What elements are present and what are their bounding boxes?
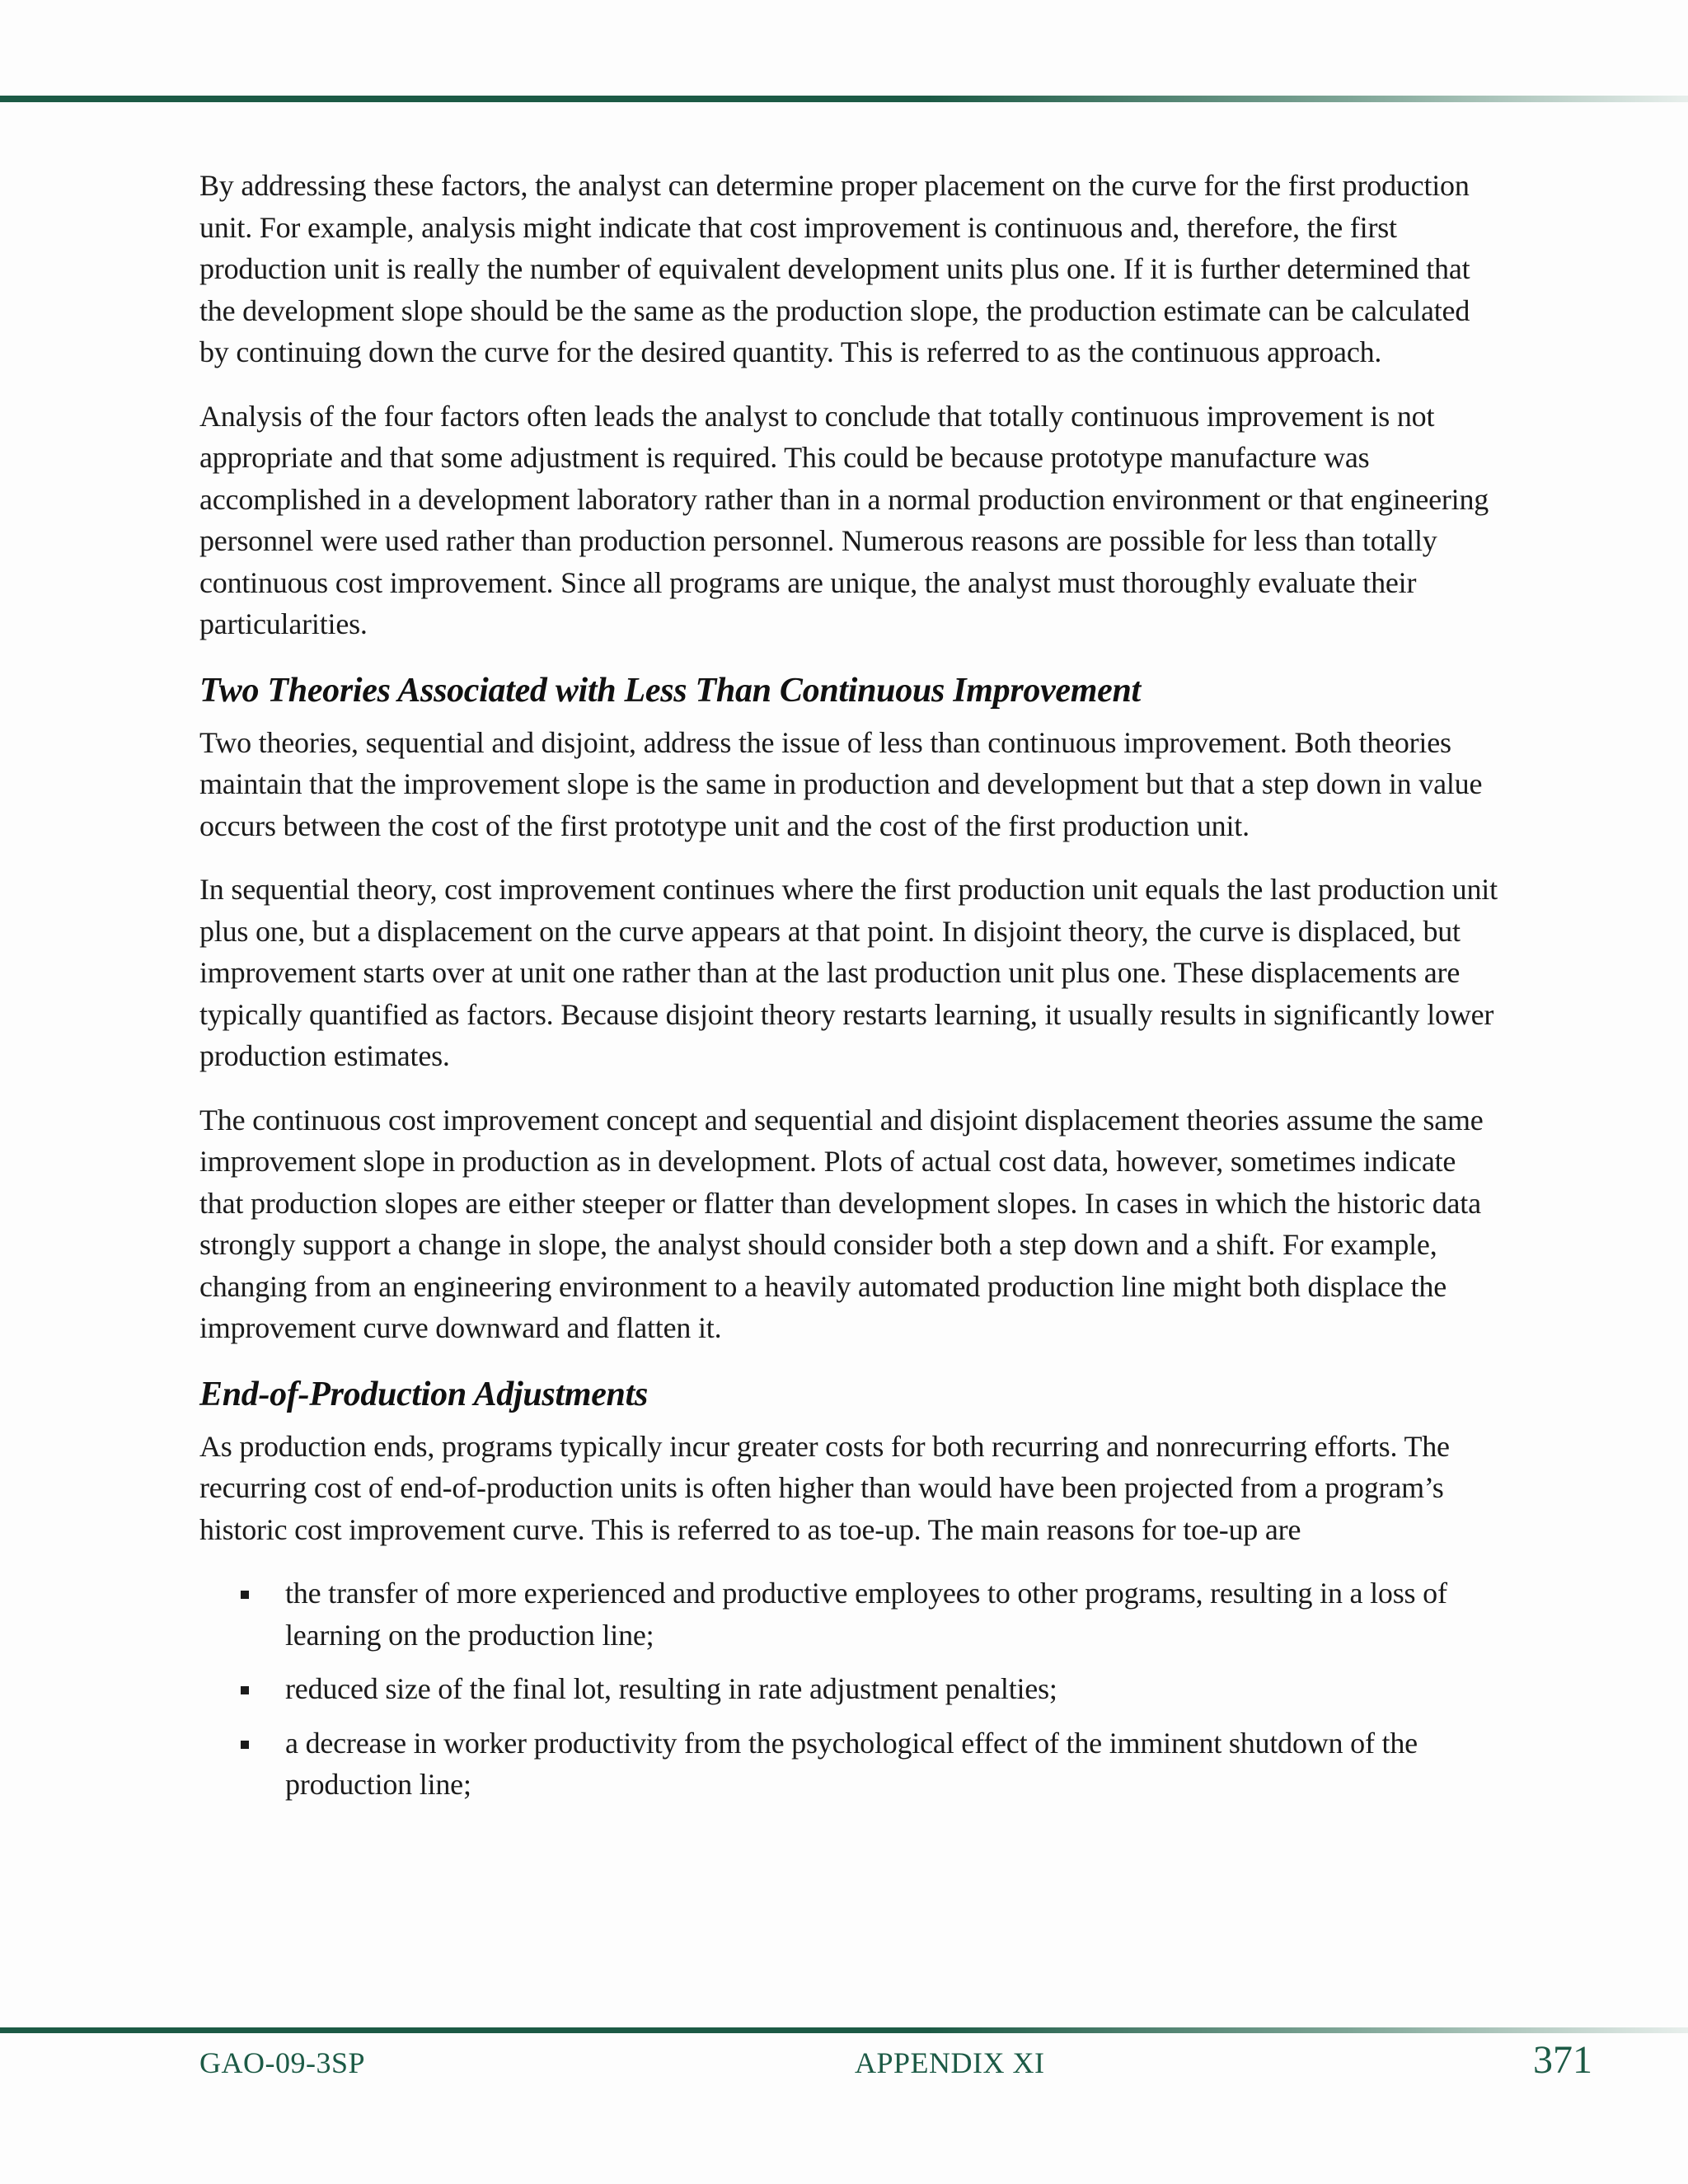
paragraph: By addressing these factors, the analyst can determine proper placement on the curve for the first production unit. For example, analysis might indicate that cost improvement is continuous and, therefore, the first production unit is really the number of equivalent development units plus one. If it is further determined that the development slope should be the same as the production slope, the production estimate can be calculated by continuing down the curve for the desired quantity. This is referred to as the continuous approach. [199,169,1470,368]
list-item [285,1572,1502,1656]
page-number: 371 [1533,2038,1592,2082]
page-footer [199,2036,1592,2093]
section-heading: End-of-Production Adjustments [199,1375,649,1413]
top-divider [0,96,1688,102]
bullet-list [199,1572,1502,1806]
bottom-divider [0,2027,1688,2033]
square-bullet-icon [241,1591,249,1599]
square-bullet-icon [241,1741,249,1749]
section-heading: Two Theories Associated with Less Than Continuous Improvement [199,671,1141,710]
paragraph: The continuous cost improvement concept and sequential and disjoint displacement theories assume the same improvement slope in production as in development. Plots of actual cost data, however, sometimes indicate that production slopes are either steeper or flatter than development slopes. In cases in which the historic data strongly support a change in slope, the analyst should consider both a step down and a shift. For example, changing from an engineering environment to a heavily automated production line might both displace the improvement curve downward and flatten it. [199,1103,1484,1344]
list-item [285,1668,1502,1710]
report-id: GAO-09-3SP [199,2046,366,2079]
paragraph: As production ends, programs typically incur greater costs for both recurring and nonrecurring efforts. The recurring cost of end-of-production units is often higher than would have been projected from a program’s historic cost improvement curve. This is referred to as toe-up. The main reasons for toe-up are [199,1429,1450,1546]
list-item-text: reduced size of the final lot, resulting in rate adjustment penalties; [285,1672,1057,1705]
paragraph: Two theories, sequential and disjoint, address the issue of less than continuous improvement. Both theories maintain that the improvement slope is the same in production and development but that a step down in value occurs between the cost of the first prototype unit and the cost of the first production unit. [199,725,1483,842]
square-bullet-icon [241,1686,249,1694]
page-body [199,165,1502,1818]
list-item-text: a decrease in worker productivity from the psychological effect of the imminent shutdown of the production line; [285,1726,1418,1801]
list-item [285,1722,1502,1806]
paragraph: Analysis of the four factors often leads the analyst to conclude that totally continuous improvement is not appropriate and that some adjustment is required. This could be because prototype manufacture was accomplished in a development laboratory rather than in a normal production environment or that engineering personnel were used rather than production personnel. Numerous reasons are possible for less than totally continuous cost improvement. Since all programs are unique, the analyst must thoroughly evaluate their particularities. [199,399,1489,640]
paragraph: In sequential theory, cost improvement continues where the first production unit equals the last production unit plus one, but a displacement on the curve appears at that point. In disjoint theory, the curve is displaced, but improvement starts over at unit one rather than at the last production unit plus one. These displacements are typically quantified as factors. Because disjoint theory restarts learning, it usually results in significantly lower production estimates. [199,873,1498,1072]
list-item-text: the transfer of more experienced and productive employees to other programs, resulting in a loss of learning on the production line; [285,1577,1447,1652]
appendix-label: APPENDIX XI [855,2046,1045,2079]
